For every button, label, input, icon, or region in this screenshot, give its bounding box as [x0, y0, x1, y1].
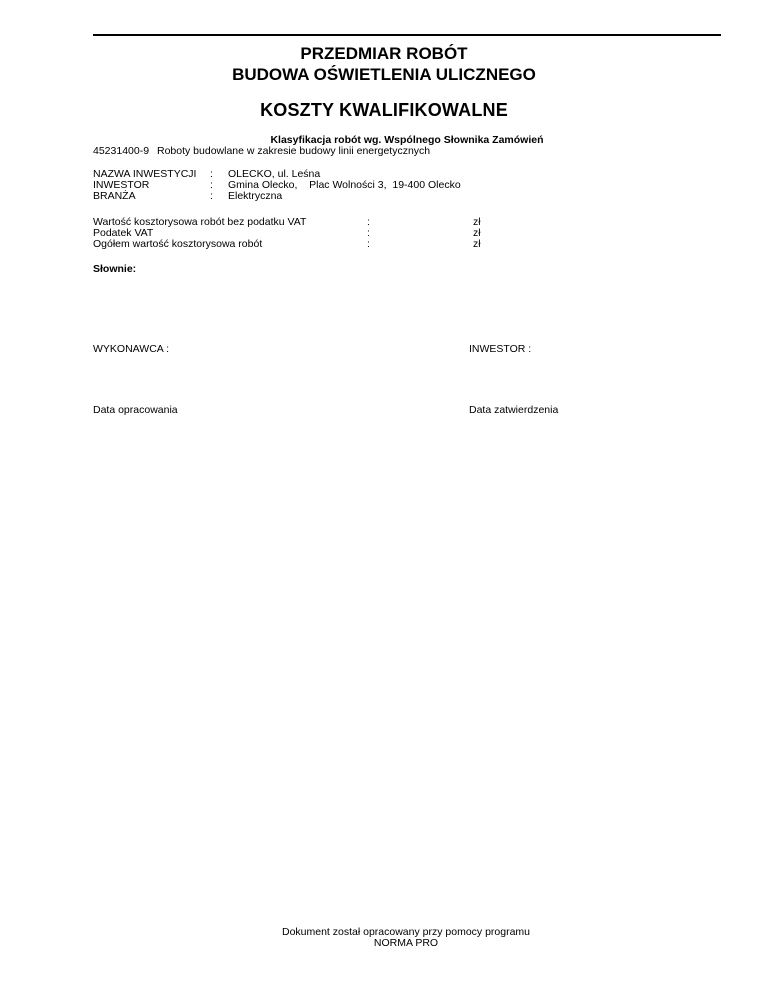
branch-sep: :	[210, 190, 213, 202]
classification-code: 45231400-9	[93, 145, 150, 157]
date-prepared-label: Data opracowania	[93, 404, 178, 416]
contractor-label: WYKONAWCA :	[93, 343, 170, 355]
investor-sep: :	[210, 179, 213, 191]
investor-label: INWESTOR	[93, 179, 150, 191]
investment-name-label: NAZWA INWESTYCJI	[93, 168, 197, 180]
in-words-label: Słownie:	[93, 263, 137, 275]
branch-value: Elektryczna	[228, 190, 283, 202]
net-value-sep: :	[367, 216, 370, 228]
investor-signature-label: INWESTOR :	[469, 343, 532, 355]
branch-label: BRANŻA	[93, 190, 136, 202]
document-title: PRZEDMIAR ROBÓT	[300, 44, 468, 63]
footer-line1: Dokument został opracowany przy pomocy programu	[281, 926, 531, 938]
date-approved-label: Data zatwierdzenia	[469, 404, 559, 416]
vat-label: Podatek VAT	[93, 227, 154, 239]
total-value-unit: zł	[473, 238, 481, 250]
total-value-label: Ogółem wartość kosztorysowa robót	[93, 238, 263, 250]
vat-unit: zł	[473, 227, 481, 239]
total-value-sep: :	[367, 238, 370, 250]
investor-value: Gmina Olecko, Plac Wolności 3, 19-400 Olecko	[228, 179, 461, 191]
classification-heading: Klasyfikacja robót wg. Wspólnego Słownika Zamówień	[270, 134, 544, 146]
top-rule	[93, 34, 721, 36]
net-value-label: Wartość kosztorysowa robót bez podatku VAT	[93, 216, 307, 228]
footer-line2: NORMA PRO	[373, 937, 439, 949]
investment-name-sep: :	[210, 168, 213, 180]
net-value-unit: zł	[473, 216, 481, 228]
vat-sep: :	[367, 227, 370, 239]
classification-description: Roboty budowlane w zakresie budowy linii energetycznych	[157, 145, 431, 157]
investment-name-value: OLECKO, ul. Leśna	[228, 168, 321, 180]
cost-category-title: KOSZTY KWALIFIKOWALNE	[260, 100, 508, 120]
document-subtitle: BUDOWA OŚWIETLENIA ULICZNEGO	[232, 65, 536, 84]
